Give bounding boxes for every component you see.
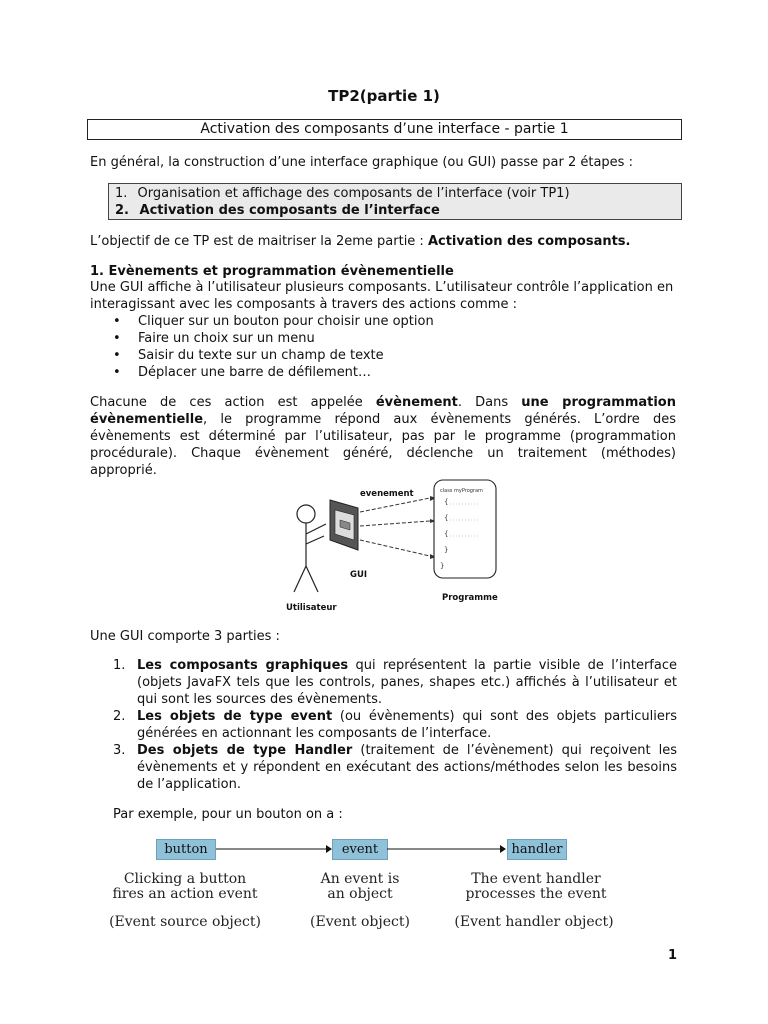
page-number: 1 bbox=[668, 948, 678, 963]
flow-caption: processes the event bbox=[465, 886, 607, 902]
user-head-icon bbox=[297, 505, 315, 523]
flow-caption: The event handler bbox=[471, 871, 601, 887]
event-label: evenement bbox=[360, 489, 414, 499]
section-text-line: interagissant avec les composants à travers des actions comme : bbox=[90, 297, 517, 312]
objective-text: L’objectif de ce TP est de maitriser la 2eme partie : Activation des composants. bbox=[90, 234, 631, 249]
flow-caption: fires an action event bbox=[112, 886, 258, 902]
bullet-icon: • bbox=[113, 365, 121, 380]
example-intro: Par exemple, pour un bouton on a : bbox=[113, 807, 343, 822]
flow-caption: (Event object) bbox=[310, 914, 410, 930]
flow-caption: (Event handler object) bbox=[454, 914, 614, 930]
parts-intro: Une GUI comporte 3 parties : bbox=[90, 629, 280, 644]
program-code-header: class myProgram bbox=[440, 488, 483, 494]
steps-box bbox=[108, 183, 682, 220]
gui-label: GUI bbox=[350, 570, 368, 580]
flow-caption: an object bbox=[327, 886, 393, 902]
user-label: Utilisateur bbox=[286, 603, 337, 613]
svg-text:}: } bbox=[440, 562, 445, 570]
flow-caption: An event is bbox=[320, 871, 400, 887]
bullet-icon: • bbox=[113, 314, 121, 329]
flow-box-handler: handler bbox=[507, 839, 567, 860]
bullet-icon: • bbox=[113, 348, 121, 363]
flow-box-button: button bbox=[156, 839, 216, 860]
intro-text: En général, la construction d’une interface graphique (ou GUI) passe par 2 étapes : bbox=[90, 155, 633, 170]
flow-caption: Clicking a button bbox=[123, 871, 247, 887]
document-page: TP2(partie 1) Activation des composants d’une interface - partie 1 En général, la construction d’une interface graphique (ou GUI) passe par 2 étapes : 1. Organisation et affichage des composants de l’interface (voir TP1) 2. Activation des composants de l’interface L’objectif de ce TP est de maitriser la 2eme partie : Activation des composants. 1. Evènements et programmation évènementielle Une GUI affiche à l’utilisateur plusieurs composants. L’utilisateur contrôle l’application en interagissant avec les composants à travers des actions comme : • Cliquer sur un bouton pour choisir une option • Faire un choix sur un menu • Saisir du texte sur un champ de texte • Déplacer une barre de défilement… Chacune de ces action est appelée évènement. Dans une programmation évènementielle, le programme répond aux évènements générés. L’ordre des évènements est déterminé par l’utilisateur, pas par le programme (programmation procédurale). Chaque évènement généré, déclenche un traitement (méthodes) approprié. class myProgram { { { } } evenement GUI Utilisateur Programme Une GUI comporte 3 parties : 1. Les composants graphiques qui représentent la partie visible de l’interface (objets JavaFX tels que les controls, panes, shapes etc.) affichés à l’utilisateur et qui sont les sources des évènements. 2. Les objets de type event (ou évènements) qui sont des objets particuliers générées en actionnant les composants de l’interface. 3. Des objets de type Handler (traitement de l’évènement) qui reçoivent les évènements et y répondent en exécutant des actions/méthodes selon les besoins de l’application. Par exemple, pour un bouton on a : button event handler Clicking a button fires an action event (Event source object) An event is an object (Event object) The event handler processes the event (Event handler object) 1 bbox=[0, 0, 768, 1024]
arrow-right-icon bbox=[500, 845, 506, 853]
flow-box-event: event bbox=[332, 839, 388, 860]
event-diagram bbox=[280, 474, 510, 620]
program-label: Programme bbox=[442, 593, 498, 603]
flow-caption: (Event source object) bbox=[109, 914, 261, 930]
section-text-line: Une GUI affiche à l’utilisateur plusieurs composants. L’utilisateur contrôle l’application en bbox=[90, 280, 674, 295]
arrow-right-icon bbox=[326, 845, 332, 853]
svg-text:{: { bbox=[444, 514, 449, 522]
svg-text:{: { bbox=[444, 498, 449, 506]
svg-text:}: } bbox=[444, 546, 449, 554]
section-title-box: Activation des composants d’une interface - partie 1 bbox=[87, 119, 682, 140]
bullet-icon: • bbox=[113, 331, 121, 346]
flow-arrows bbox=[214, 842, 510, 856]
step-item: 1. Organisation et affichage des composants de l’interface (voir TP1) bbox=[115, 186, 570, 201]
svg-text:{: { bbox=[444, 530, 449, 538]
paragraph-events: Chacune de ces action est appelée évènement. Dans une programmation évènementielle, le programme répond aux évènements générés. L’ordre des évènements est déterminé par l’utilisateur, pas par le programme (programmation procédurale). Chaque évènement généré, déclenche un traitement (méthodes) approprié. bbox=[90, 395, 676, 478]
step-item: 2. Activation des composants de l’interface bbox=[115, 203, 440, 218]
page-title: TP2(partie 1) bbox=[328, 87, 440, 105]
section-heading: 1. Evènements et programmation évènementielle bbox=[90, 264, 454, 279]
